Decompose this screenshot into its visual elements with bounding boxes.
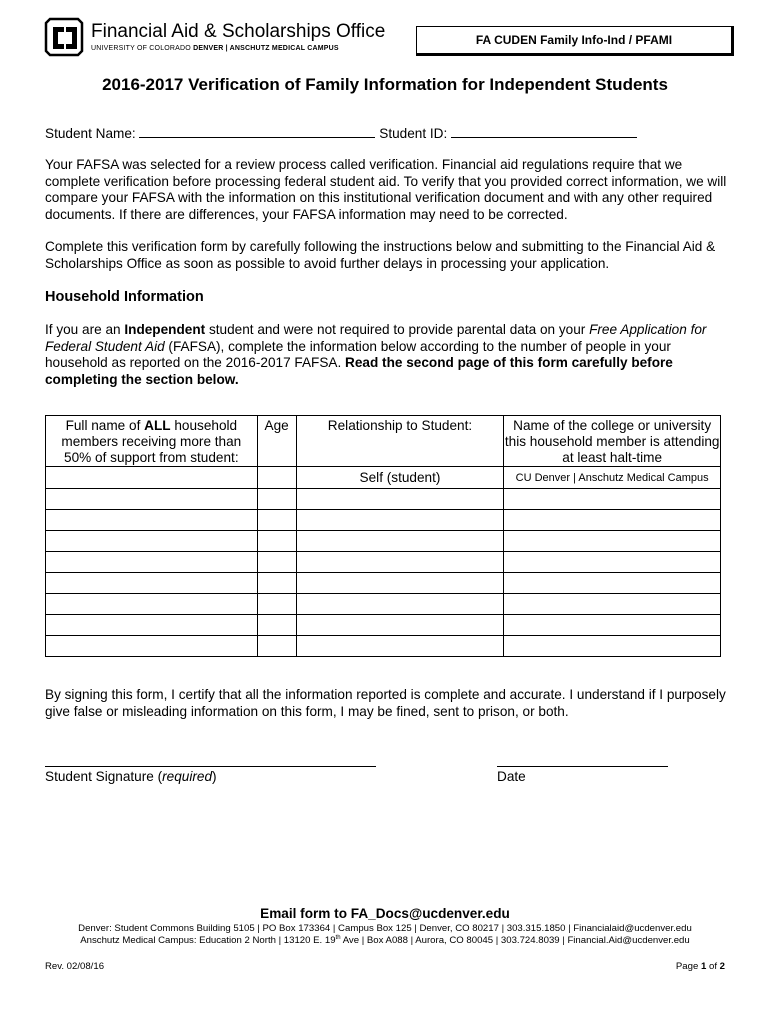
date-line[interactable] (497, 766, 668, 767)
header-relationship: Relationship to Student: (296, 416, 504, 467)
table-row-self (46, 467, 721, 489)
table-header-row (46, 416, 721, 467)
table-row (46, 489, 721, 510)
self-age-cell[interactable] (257, 467, 296, 489)
self-college-cell: CU Denver | Anschutz Medical Campus (504, 467, 721, 489)
table-row (46, 594, 721, 615)
student-name-field[interactable] (139, 124, 375, 138)
self-name-cell[interactable] (46, 467, 258, 489)
table-row (46, 636, 721, 657)
anschutz-address: Anschutz Medical Campus: Education 2 North | 13120 E. 19th Ave | Box A088 | Aurora, CO 80045 | 303.724.8039 | Financial.Aid@ucdenver.edu (80, 935, 690, 947)
denver-address: Denver: Student Commons Building 5105 | PO Box 173364 | Campus Box 125 | Denver, CO 80217 | 303.315.1850 | Financialaid@ucdenver.edu (78, 923, 692, 934)
student-id-field[interactable] (451, 124, 637, 138)
form-code-box: FA CUDEN Family Info-Ind / PFAMI (416, 26, 734, 56)
org-name: Financial Aid & Scholarships Office (91, 21, 386, 42)
signature-label: Student Signature (required) (45, 769, 217, 784)
table-row (46, 573, 721, 594)
certification-text: By signing this form, I certify that all the information reported is complete and accurate. I understand if I purposely give false or misleading information on this form, I may be fined, sent to prison, or both. (45, 687, 726, 719)
table-row (46, 615, 721, 636)
table-row (46, 552, 721, 573)
page-number: Page 1 of 2 (675, 961, 725, 972)
table-row (46, 531, 721, 552)
intro-paragraph-2: Complete this verification form by carefully following the instructions below and submitting to the Financial Aid & Scholarships Office as soon as possible to avoid further delays in processing your application. (45, 239, 716, 271)
household-heading: Household Information (45, 289, 204, 305)
email-instruction: Email form to FA_Docs@ucdenver.edu (260, 906, 510, 921)
student-name-label: Student Name: (45, 126, 136, 141)
page-title: 2016-2017 Verification of Family Information for Independent Students (102, 75, 668, 94)
household-table (45, 415, 721, 657)
date-label: Date (497, 769, 526, 784)
header-full-name: Full name of ALL household members receiving more than 50% of support from student: (46, 416, 258, 467)
student-info-line (45, 124, 735, 143)
cu-logo-icon (44, 17, 84, 57)
table-row (46, 510, 721, 531)
revision-date: Rev. 02/08/16 (45, 961, 105, 972)
student-id-label: Student ID: (379, 126, 448, 141)
signature-line[interactable] (45, 766, 376, 767)
header-college: Name of the college or university this household member is attending at least halt-time (504, 416, 721, 467)
household-instructions: If you are an Independent student and were not required to provide parental data on your Free Application for Federal Student Aid (FAFSA), complete the information below according to the number of people in your household as reported on the 2016-2017 FAFSA. Read the second page of this form carefully before completing the section below. (45, 322, 707, 387)
intro-paragraph-1: Your FAFSA was selected for a review process called verification. Financial aid regulations require that we complete verification before processing federal student aid. To verify that you provided correct information, we will compare your FAFSA with the information on this institutional verification document and with any other required documents. If there are differences, your FAFSA information may need to be corrected. (45, 157, 727, 222)
self-relationship-cell: Self (student) (296, 467, 504, 489)
header-age: Age (257, 416, 296, 467)
university-name: UNIVERSITY OF COLORADO DENVER | ANSCHUTZ MEDICAL CAMPUS (91, 45, 339, 52)
